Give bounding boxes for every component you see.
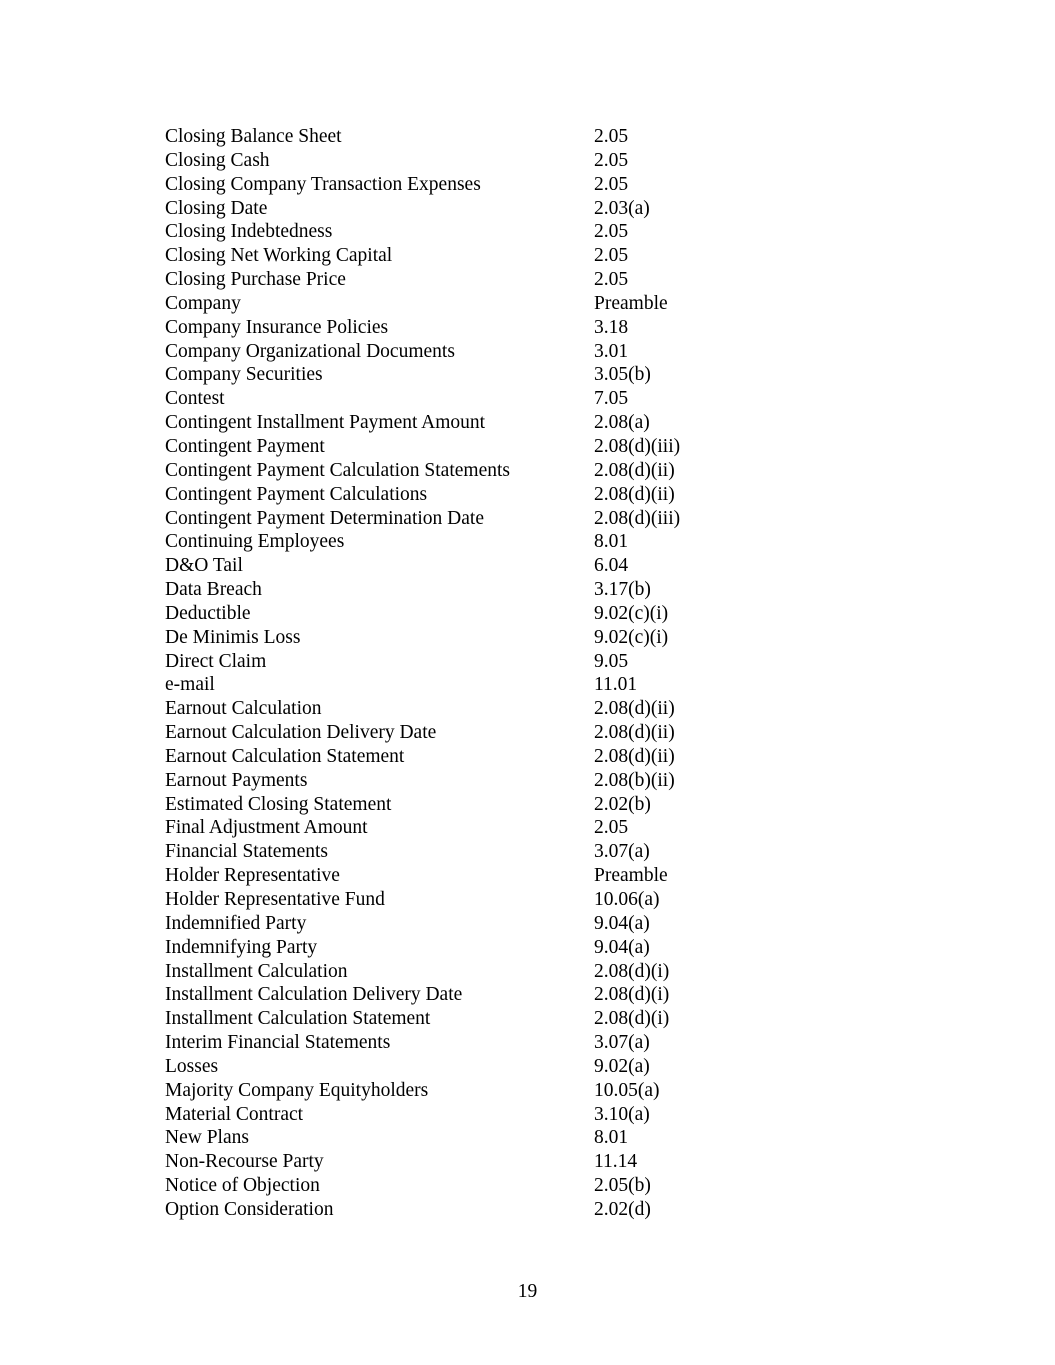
index-row (165, 888, 744, 912)
section-reference: 2.02(b) (594, 793, 651, 815)
page-number: 19 (517, 1281, 538, 1302)
index-row (165, 316, 744, 340)
section-reference: 9.02(c)(i) (594, 626, 669, 648)
index-row (165, 864, 744, 888)
defined-term: Indemnifying Party (165, 936, 318, 958)
defined-term: Estimated Closing Statement (165, 793, 392, 815)
defined-term: Closing Company Transaction Expenses (165, 173, 481, 195)
index-row (165, 721, 744, 745)
section-reference: 2.08(d)(ii) (594, 459, 675, 481)
defined-term: Notice of Objection (165, 1175, 320, 1197)
index-row (165, 530, 744, 554)
section-reference: 11.01 (594, 674, 638, 696)
defined-term: Material Contract (165, 1103, 304, 1125)
defined-term: Contingent Installment Payment Amount (165, 412, 486, 434)
defined-term: Earnout Calculation (165, 698, 322, 720)
section-reference: 2.08(d)(i) (594, 960, 670, 982)
section-reference: 2.05 (594, 173, 629, 195)
section-reference: 3.18 (594, 316, 629, 338)
defined-term: Earnout Calculation Statement (165, 745, 405, 767)
index-row (165, 173, 744, 197)
section-reference: 2.05 (594, 817, 629, 839)
index-row (165, 1055, 744, 1079)
index-row (165, 244, 744, 268)
section-reference: 2.05(b) (594, 1175, 651, 1197)
defined-term: Company Organizational Documents (165, 340, 455, 362)
defined-term: Direct Claim (165, 650, 267, 672)
section-reference: 8.01 (594, 531, 629, 553)
section-reference: 10.05(a) (594, 1079, 660, 1101)
defined-term: D&O Tail (165, 555, 243, 577)
index-row (165, 673, 744, 697)
index-row (165, 840, 744, 864)
index-row (165, 268, 744, 292)
defined-term: Contingent Payment Calculations (165, 483, 428, 505)
section-reference: 3.05(b) (594, 364, 651, 386)
section-reference: Preamble (594, 292, 668, 314)
defined-term: Installment Calculation (165, 960, 348, 982)
index-row (165, 745, 744, 769)
section-reference: 11.14 (594, 1151, 638, 1173)
section-reference: 8.01 (594, 1127, 629, 1149)
section-reference: 10.06(a) (594, 889, 660, 910)
index-row (165, 602, 744, 626)
defined-term: Closing Cash (165, 149, 270, 171)
section-reference: 2.08(d)(ii) (594, 483, 675, 505)
index-row (165, 411, 744, 435)
defined-term: Indemnified Party (165, 912, 307, 934)
defined-term: Company (165, 292, 241, 314)
index-row (165, 340, 744, 364)
defined-term: Option Consideration (165, 1198, 334, 1220)
index-row (165, 387, 744, 411)
section-reference: 2.02(d) (594, 1198, 651, 1220)
index-row (165, 435, 744, 459)
index-row (165, 220, 744, 244)
defined-term: Closing Net Working Capital (165, 245, 393, 267)
section-reference: 3.07(a) (594, 1032, 650, 1054)
defined-term: De Minimis Loss (165, 626, 301, 648)
defined-term: New Plans (165, 1127, 249, 1149)
defined-term: Installment Calculation Statement (165, 1008, 431, 1030)
index-row (165, 1103, 744, 1127)
index-row (165, 1126, 744, 1150)
index-row (165, 483, 744, 507)
index-row (165, 292, 744, 316)
defined-term: Final Adjustment Amount (165, 817, 368, 839)
section-reference: 6.04 (594, 555, 629, 577)
section-reference: 2.05 (594, 269, 629, 291)
section-reference: 7.05 (594, 388, 629, 410)
section-reference: 9.04(a) (594, 936, 650, 958)
defined-term: Losses (165, 1055, 219, 1077)
defined-term: Installment Calculation Delivery Date (165, 984, 463, 1006)
section-reference: 2.08(a) (594, 412, 650, 434)
section-reference: 2.08(d)(iii) (594, 507, 681, 529)
section-reference: 3.10(a) (594, 1103, 650, 1125)
section-reference: 2.03(a) (594, 197, 650, 219)
index-row (165, 936, 744, 960)
defined-term: Closing Indebtedness (165, 221, 333, 243)
section-reference: 2.08(d)(ii) (594, 745, 675, 767)
section-reference: 9.05 (594, 650, 629, 672)
section-reference: 2.05 (594, 245, 629, 267)
section-reference: 2.08(d)(i) (594, 984, 670, 1006)
index-row (165, 363, 744, 387)
index-row (165, 697, 744, 721)
section-reference: 2.08(d)(iii) (594, 435, 681, 457)
defined-term: Closing Purchase Price (165, 269, 346, 291)
defined-term: Closing Date (165, 197, 268, 219)
section-reference: 2.08(b)(ii) (594, 769, 675, 791)
section-reference: 9.04(a) (594, 912, 650, 934)
defined-term: Company Securities (165, 364, 323, 386)
defined-term: Financial Statements (165, 841, 329, 863)
index-row (165, 1198, 744, 1222)
section-reference: 3.07(a) (594, 841, 650, 863)
defined-term: Contingent Payment Calculation Statements (165, 459, 510, 481)
section-reference: 2.05 (594, 221, 629, 243)
index-body (165, 125, 744, 1222)
section-reference: 9.02(a) (594, 1055, 650, 1077)
defined-term: Continuing Employees (165, 531, 345, 553)
defined-term: Interim Financial Statements (165, 1032, 391, 1054)
index-row (165, 650, 744, 674)
index-row (165, 626, 744, 650)
index-row (165, 149, 744, 173)
defined-term: Contest (165, 388, 225, 410)
defined-term: Earnout Calculation Delivery Date (165, 722, 437, 744)
index-row (165, 769, 744, 793)
index-row (165, 1007, 744, 1031)
defined-term: Deductible (165, 602, 251, 624)
section-reference: 9.02(c)(i) (594, 602, 669, 624)
defined-term: Holder Representative Fund (165, 889, 385, 910)
index-row (165, 960, 744, 984)
index-row (165, 1174, 744, 1198)
section-reference: 2.05 (594, 149, 629, 171)
index-row (165, 125, 744, 149)
section-reference: 3.01 (594, 340, 629, 362)
defined-term: Contingent Payment Determination Date (165, 507, 484, 529)
defined-term: Non-Recourse Party (165, 1151, 324, 1173)
section-reference: 2.08(d)(i) (594, 1008, 670, 1030)
defined-term: Company Insurance Policies (165, 316, 389, 338)
defined-terms-index (165, 125, 744, 1222)
defined-term: e-mail (165, 674, 215, 696)
defined-term: Earnout Payments (165, 769, 308, 791)
defined-term: Data Breach (165, 579, 262, 601)
section-reference: Preamble (594, 865, 668, 887)
section-reference: 2.05 (594, 126, 629, 147)
defined-term: Holder Representative (165, 865, 340, 887)
index-row (165, 1150, 744, 1174)
index-row (165, 197, 744, 221)
index-row (165, 459, 744, 483)
section-reference: 2.08(d)(ii) (594, 698, 675, 720)
index-row (165, 816, 744, 840)
index-row (165, 793, 744, 817)
index-row (165, 578, 744, 602)
defined-term: Closing Balance Sheet (165, 126, 342, 147)
index-row (165, 554, 744, 578)
index-row (165, 983, 744, 1007)
section-reference: 3.17(b) (594, 579, 651, 601)
index-row (165, 1079, 744, 1103)
defined-term: Contingent Payment (165, 435, 325, 457)
index-row (165, 507, 744, 531)
defined-term: Majority Company Equityholders (165, 1079, 429, 1101)
section-reference: 2.08(d)(ii) (594, 722, 675, 744)
index-row (165, 1031, 744, 1055)
index-row (165, 912, 744, 936)
